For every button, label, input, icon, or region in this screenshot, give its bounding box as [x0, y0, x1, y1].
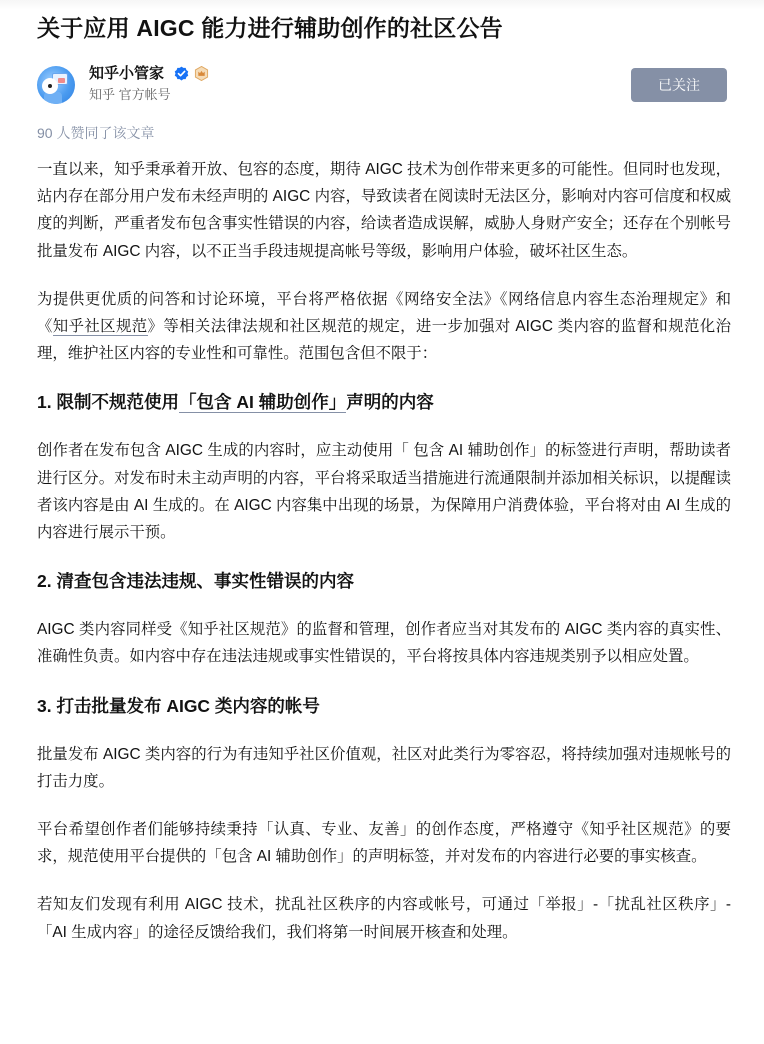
paragraph-scope — [37, 286, 731, 368]
author-avatar[interactable] — [37, 66, 75, 104]
paragraph-intro: 一直以来，知乎秉承着开放、包容的态度，期待 AIGC 技术为创作带来更多的可能性。但同时也发现，站内存在部分用户发布未经声明的 AIGC 内容，导致读者在阅读时无法区分，影响对内容可信度和权威度的判断，严重者发布包含事实性错误的内容，给读者造成误解，威胁人身财产安全；还存在个别帐号批量发布 AIGC 内容，以不正当手段违规提高帐号等级，影响用户体验，破坏社区生态。 — [37, 161, 731, 260]
paragraph-scope-text-1: 为提供更优质的问答和讨论环境，平台将严格依据《网络安全法》《网络信息内容生态治理规定》和《 — [37, 290, 731, 336]
section-heading-1 — [37, 388, 731, 416]
paragraph-closing-hope: 平台希望创作者们能够持续秉持「认真、专业、友善」的创作态度，严格遵守《知乎社区规范》的要求，规范使用平台提供的「包含 AI 辅助创作」的声明标签，并对发布的内容进行必要的事实核查。 — [37, 821, 731, 866]
section-heading-2: 2. 清查包含违法违规、事实性错误的内容 — [37, 571, 354, 592]
article-content — [37, 156, 731, 967]
paragraph-section-3: 批量发布 AIGC 类内容的行为有违知乎社区价值观，社区对此类行为零容忍，将持续加强对违规帐号的打击力度。 — [37, 745, 731, 790]
section-heading-1-text-2: 声明的内容 — [346, 392, 434, 413]
paragraph-section-1: 创作者在发布包含 AIGC 生成的内容时，应主动使用「 包含 AI 辅助创作」的标签进行声明，帮助读者进行区分。对发布时未主动声明的内容，平台将采取适当措施进行流通限制并添加相关标识，以提醒读者该内容是由 AI 生成的。在 AIGC 内容集中出现的场景，为保障用户消费体验，平台将对由 AI 生成的内容进行展示干预。 — [37, 442, 731, 542]
author-info — [37, 64, 727, 106]
author-name-link[interactable]: 知乎小管家 — [89, 65, 165, 82]
likes-count: 90 人赞同了该文章 — [37, 125, 155, 141]
paragraph-scope-text-2: 》等相关法律法规和社区规范的规定，进一步加强对 AIGC 类内容的监督和规范化治理，维护社区内容的专业性和可靠性。范围包含但不限于： — [37, 318, 731, 363]
crown-badge-icon[interactable] — [194, 66, 209, 81]
section-heading-1-text-1: 1. 限制不规范使用 — [37, 392, 179, 413]
section-heading-3: 3. 打击批量发布 AIGC 类内容的帐号 — [37, 695, 320, 716]
ai-assisted-creation-link[interactable]: 「包含 AI 辅助创作」 — [178, 392, 347, 413]
author-subtitle: 知乎 官方帐号 — [89, 87, 171, 102]
avatar-body-graphic — [44, 92, 62, 104]
paragraph-closing-report: 若知友们发现有利用 AIGC 技术，扰乱社区秩序的内容或帐号，可通过「举报」-「扰乱社区秩序」-「AI 生成内容」的途径反馈给我们，我们将第一时间展开核查和处理。 — [37, 896, 731, 941]
followed-button[interactable]: 已关注 — [631, 68, 727, 102]
paragraph-section-2: AIGC 类内容同样受《知乎社区规范》的监督和管理，创作者应当对其发布的 AIGC 类内容的真实性、准确性负责。如内容中存在违法违规或事实性错误的，平台将按具体内容违规类别予以相应处置。 — [37, 621, 731, 666]
verified-check-icon — [174, 66, 189, 81]
avatar-face-graphic — [42, 78, 58, 94]
article-title: 关于应用 AIGC 能力进行辅助创作的社区公告 — [37, 15, 503, 41]
zhihu-community-rules-link[interactable]: 知乎社区规范 — [52, 318, 148, 336]
